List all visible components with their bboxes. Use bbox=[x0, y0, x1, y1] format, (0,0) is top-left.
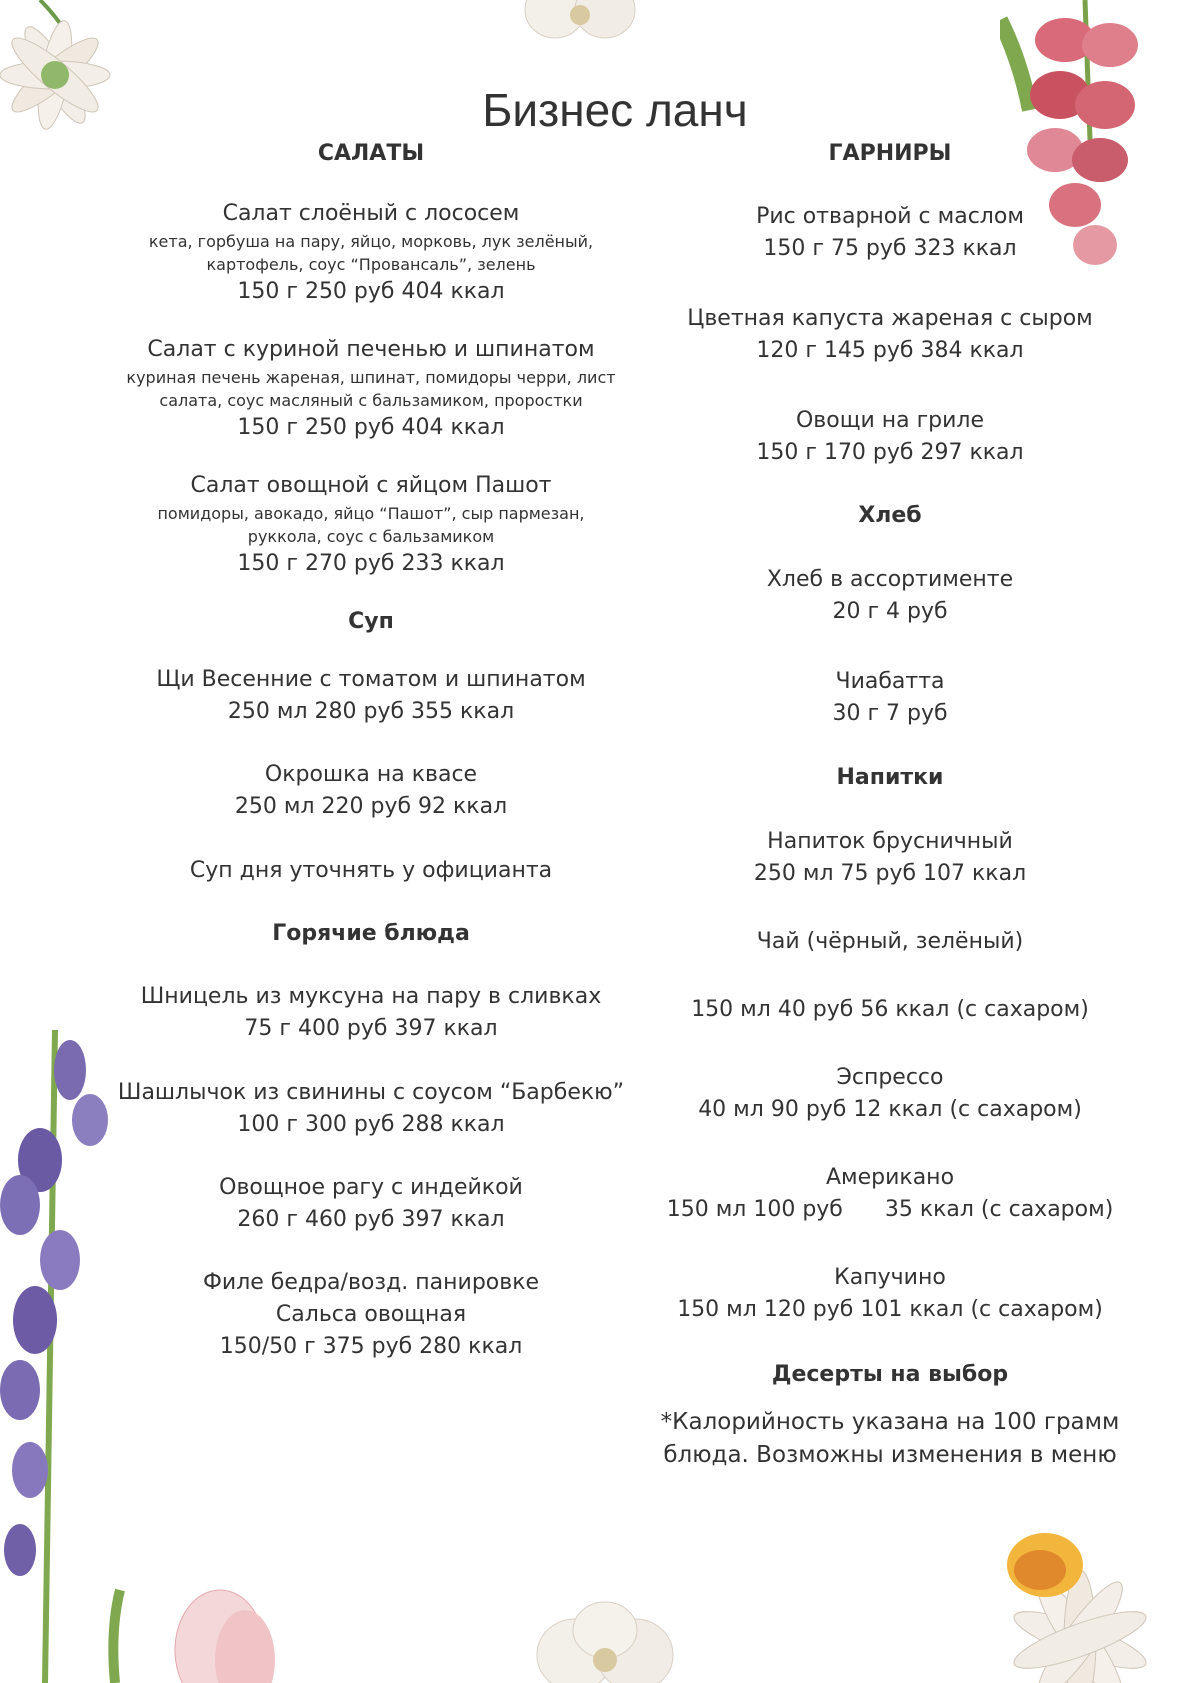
item-info: 150 мл 120 руб 101 ккал (с сахаром) bbox=[677, 1297, 1103, 1322]
item-name: Щи Весенние с томатом и шпинатом bbox=[156, 667, 586, 692]
tulip-bottom-left-illustration bbox=[100, 1580, 320, 1683]
section-heading-salads: САЛАТЫ bbox=[317, 141, 425, 166]
item-name: Напиток брусничный bbox=[767, 829, 1013, 854]
item-name: Филе бедра/возд. панировке bbox=[202, 1270, 540, 1295]
menu-item bbox=[650, 201, 1130, 265]
item-info: 150 г 270 руб 233 ккал bbox=[237, 551, 505, 576]
item-info: 150 г 170 руб 297 ккал bbox=[756, 440, 1024, 465]
section-heading-hot-dishes: Горячие блюда bbox=[272, 921, 470, 946]
item-info: 75 г 400 руб 397 ккал bbox=[244, 1016, 498, 1041]
white-flower-top-center-illustration bbox=[515, 0, 645, 50]
note-line-1: *Калорийность указана на 100 грамм bbox=[660, 1409, 1120, 1435]
menu-item bbox=[110, 759, 632, 823]
white-flower-bottom-center-illustration bbox=[530, 1600, 680, 1683]
menu-item bbox=[650, 564, 1130, 628]
item-name: Шашлычок из свинины с соусом “Барбекю” bbox=[117, 1080, 625, 1105]
item-info: 250 мл 75 руб 107 ккал bbox=[753, 861, 1027, 886]
item-info: 120 г 145 руб 384 ккал bbox=[756, 338, 1024, 363]
item-name: Хлеб в ассортименте bbox=[766, 567, 1014, 592]
menu-item bbox=[650, 1162, 1130, 1226]
item-description: куриная печень жареная, шпинат, помидоры черри, лист bbox=[126, 368, 616, 387]
item-info: 150 мл 40 руб 56 ккал (с сахаром) bbox=[691, 997, 1089, 1022]
menu-item bbox=[650, 826, 1130, 890]
item-info: 150 г 250 руб 404 ккал bbox=[237, 415, 505, 440]
item-info: 250 мл 280 руб 355 ккал bbox=[227, 699, 515, 724]
item-info: 260 г 460 руб 397 ккал bbox=[237, 1207, 505, 1232]
item-info: 30 г 7 руб bbox=[832, 701, 948, 726]
menu-item bbox=[650, 1262, 1130, 1326]
item-name: Суп дня уточнять у официанта bbox=[189, 858, 553, 883]
menu-item bbox=[110, 334, 632, 444]
menu-item bbox=[650, 666, 1130, 730]
left-column bbox=[110, 130, 632, 1363]
item-name: Американо bbox=[825, 1165, 955, 1190]
menu-item bbox=[650, 405, 1130, 469]
item-info: 100 г 300 руб 288 ккал bbox=[237, 1112, 505, 1137]
item-name: Овощное рагу с индейкой bbox=[219, 1175, 523, 1200]
item-name: Цветная капуста жареная с сыром bbox=[687, 306, 1093, 331]
item-name: Эспрессо bbox=[836, 1065, 944, 1090]
menu-item bbox=[110, 198, 632, 308]
item-name: Чиабатта bbox=[835, 669, 945, 694]
menu-item bbox=[650, 303, 1130, 367]
item-name: Окрошка на квасе bbox=[264, 762, 478, 787]
item-name: Салат овощной с яйцом Пашот bbox=[190, 473, 552, 498]
daisy-bottom-right-illustration bbox=[970, 1520, 1190, 1683]
section-heading-bread: Хлеб bbox=[858, 503, 922, 528]
menu-item bbox=[110, 981, 632, 1045]
item-info: 150/50 г 375 руб 280 ккал bbox=[219, 1334, 523, 1359]
menu-item bbox=[110, 1267, 632, 1363]
item-name-line-2: Сальса овощная bbox=[275, 1302, 467, 1327]
right-column bbox=[650, 130, 1130, 1472]
section-heading-soup: Суп bbox=[348, 609, 394, 634]
item-info: 150 г 250 руб 404 ккал bbox=[237, 279, 505, 304]
item-info: 20 г 4 руб bbox=[832, 599, 948, 624]
calorie-note bbox=[650, 1406, 1130, 1472]
page-title: Бизнес ланч bbox=[482, 83, 748, 136]
menu-item bbox=[650, 926, 1130, 1026]
section-heading-garnish: ГАРНИРЫ bbox=[828, 141, 952, 166]
item-name: Чай (чёрный, зелёный) bbox=[756, 929, 1024, 954]
item-name: Овощи на гриле bbox=[795, 408, 985, 433]
item-name: Шницель из муксуна на пару в сливках bbox=[140, 984, 602, 1009]
item-info: 150 мл 100 руб 35 ккал (с сахаром) bbox=[666, 1197, 1114, 1222]
menu-item bbox=[110, 664, 632, 728]
item-description: салата, соус масляный с бальзамиком, проростки bbox=[159, 391, 583, 410]
menu-item bbox=[110, 855, 632, 887]
menu-item bbox=[110, 1172, 632, 1236]
item-info: 250 мл 220 руб 92 ккал bbox=[234, 794, 508, 819]
item-info: 40 мл 90 руб 12 ккал (с сахаром) bbox=[698, 1097, 1082, 1122]
menu-item bbox=[650, 1062, 1130, 1126]
item-description: картофель, соус “Провансаль”, зелень bbox=[206, 255, 536, 274]
section-heading-desserts: Десерты на выбор bbox=[771, 1362, 1009, 1387]
menu-item bbox=[110, 470, 632, 580]
item-info: 150 г 75 руб 323 ккал bbox=[763, 236, 1017, 261]
item-name: Рис отварной с маслом bbox=[756, 204, 1024, 229]
item-description: руккола, соус с бальзамиком bbox=[247, 527, 495, 546]
lavender-left-illustration bbox=[0, 1030, 120, 1683]
item-name: Салат с куриной печенью и шпинатом bbox=[147, 337, 595, 362]
item-name: Капучино bbox=[834, 1265, 946, 1290]
item-name: Салат слоёный с лососем bbox=[222, 201, 520, 226]
section-heading-drinks: Напитки bbox=[836, 765, 944, 790]
menu-item bbox=[110, 1077, 632, 1141]
note-line-2: блюда. Возможны изменения в меню bbox=[663, 1442, 1117, 1468]
item-description: кета, горбуша на пару, яйцо, морковь, лук зелёный, bbox=[148, 232, 594, 251]
item-description: помидоры, авокадо, яйцо “Пашот”, сыр пармезан, bbox=[157, 504, 585, 523]
